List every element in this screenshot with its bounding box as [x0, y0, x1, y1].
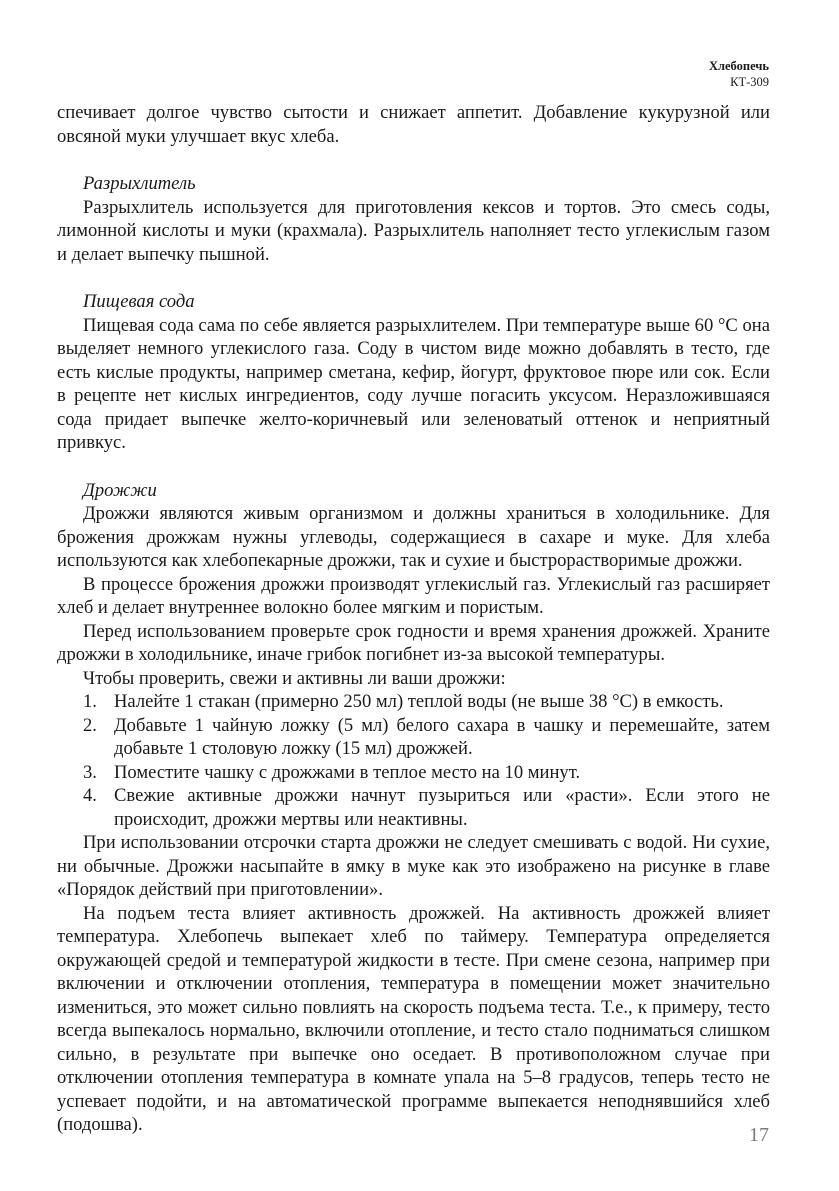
yeast-check-steps [57, 690, 770, 831]
list-item [57, 714, 770, 761]
yeast-check-intro: Чтобы проверить, свежи и активны ли ваши дрожжи: [83, 667, 506, 689]
page-number: 17 [749, 1124, 769, 1146]
list-item-number: 1. [83, 691, 97, 712]
yeast-paragraph: В процессе брожения дрожжи производят углекислый газ. Углекислый газ расширяет хлеб и делает внутреннее волокно более мягким и пористым. [57, 573, 770, 618]
yeast-paragraph: При использовании отсрочки старта дрожжи не следует смешивать с водой. Ни сухие, ни обычные. Дрожжи насыпайте в ямку в муке как это изображено на рисунке в главе «Порядок действий при приготовлении». [57, 832, 770, 900]
yeast-paragraph: На подъем теста влияет активность дрожжей. На активность дрожжей влияет температура. Хлебопечь выпекает хлеб по таймеру. Температура определяется окружающей средой и температурой жидкости в тесте. При смене сезона, например при включении и отключении отопления, температура в помещении может значительно измениться, это может сильно повлиять на скорость подъема теста. Т.е., к примеру, тесто всегда выпекалось нормально, включили отопление, и тесто стало подниматься слишком сильно, в результате при выпечке оно оседает. В противоположном случае при отключении отопления температура в комнате упала на 5–8 градусов, теперь тесто не успевает подойти, и на автоматической программе выпекается неподнявшийся хлеб (подошва). [57, 902, 770, 1135]
page-body [57, 101, 770, 1137]
baking-soda-paragraph: Пищевая сода сама по себе является разрыхлителем. При температуре выше 60 °С она выделяет немного углекислого газа. Соду в чистом виде можно добавлять в тесто, где есть кислые продукты, например сметана, кефир, йогурт, фруктовое пюре или сок. Если в рецепте нет кислых ингредиентов, соду лучше погасить уксусом. Неразложившаяся сода придает выпечке желто-коричневый или зеленоватый оттенок и неприятный привкус. [57, 314, 770, 453]
list-item [57, 690, 770, 714]
yeast-paragraph: Перед использованием проверьте срок годности и время хранения дрожжей. Храните дрожжи в холодильнике, иначе грибок погибнет из-за высокой температуры. [57, 620, 770, 665]
running-header [709, 58, 769, 90]
baking-powder-paragraph: Разрыхлитель используется для приготовления кексов и тортов. Это смесь соды, лимонной кислоты и муки (крахмала). Разрыхлитель наполняет тесто углекислым газом и делает выпечку пышной. [57, 196, 770, 265]
list-item-text: Добавьте 1 чайную ложку (5 мл) белого сахара в чашку и перемешайте, затем добавьте 1 столовую ложку (15 мл) дрожжей. [114, 714, 770, 759]
section-title-baking-soda: Пищевая сода [83, 291, 195, 312]
list-item-text: Поместите чашку с дрожжами в теплое место на 10 минут. [114, 761, 581, 783]
section-title-baking-powder: Разрыхлитель [83, 173, 196, 194]
list-item-text: Свежие активные дрожжи начнут пузыриться или «расти». Если этого не происходит, дрожжи мертвы или неактивны. [114, 785, 770, 830]
list-item-number: 3. [83, 761, 97, 783]
header-brand: Хлебопечь [708, 59, 769, 73]
yeast-paragraph: Дрожжи являются живым организмом и должны храниться в холодильнике. Для брожения дрожжам нужны углеводы, содержащиеся в сахаре и муке. Для хлеба используются как хлебопекарные дрожжи, так и сухие и быстрорастворимые дрожжи. [57, 503, 770, 571]
section-title-yeast: Дрожжи [83, 479, 157, 501]
list-item [57, 784, 770, 831]
list-item [57, 761, 770, 785]
intro-paragraph: спечивает долгое чувство сытости и снижает аппетит. Добавление кукурузной или овсяной муки улучшает вкус хлеба. [57, 102, 770, 147]
header-model: КТ-309 [730, 75, 769, 89]
list-item-number: 2. [83, 714, 97, 736]
list-item-number: 4. [83, 785, 97, 806]
list-item-text: Налейте 1 стакан (примерно 250 мл) теплой воды (не выше 38 °С) в емкость. [114, 691, 724, 712]
